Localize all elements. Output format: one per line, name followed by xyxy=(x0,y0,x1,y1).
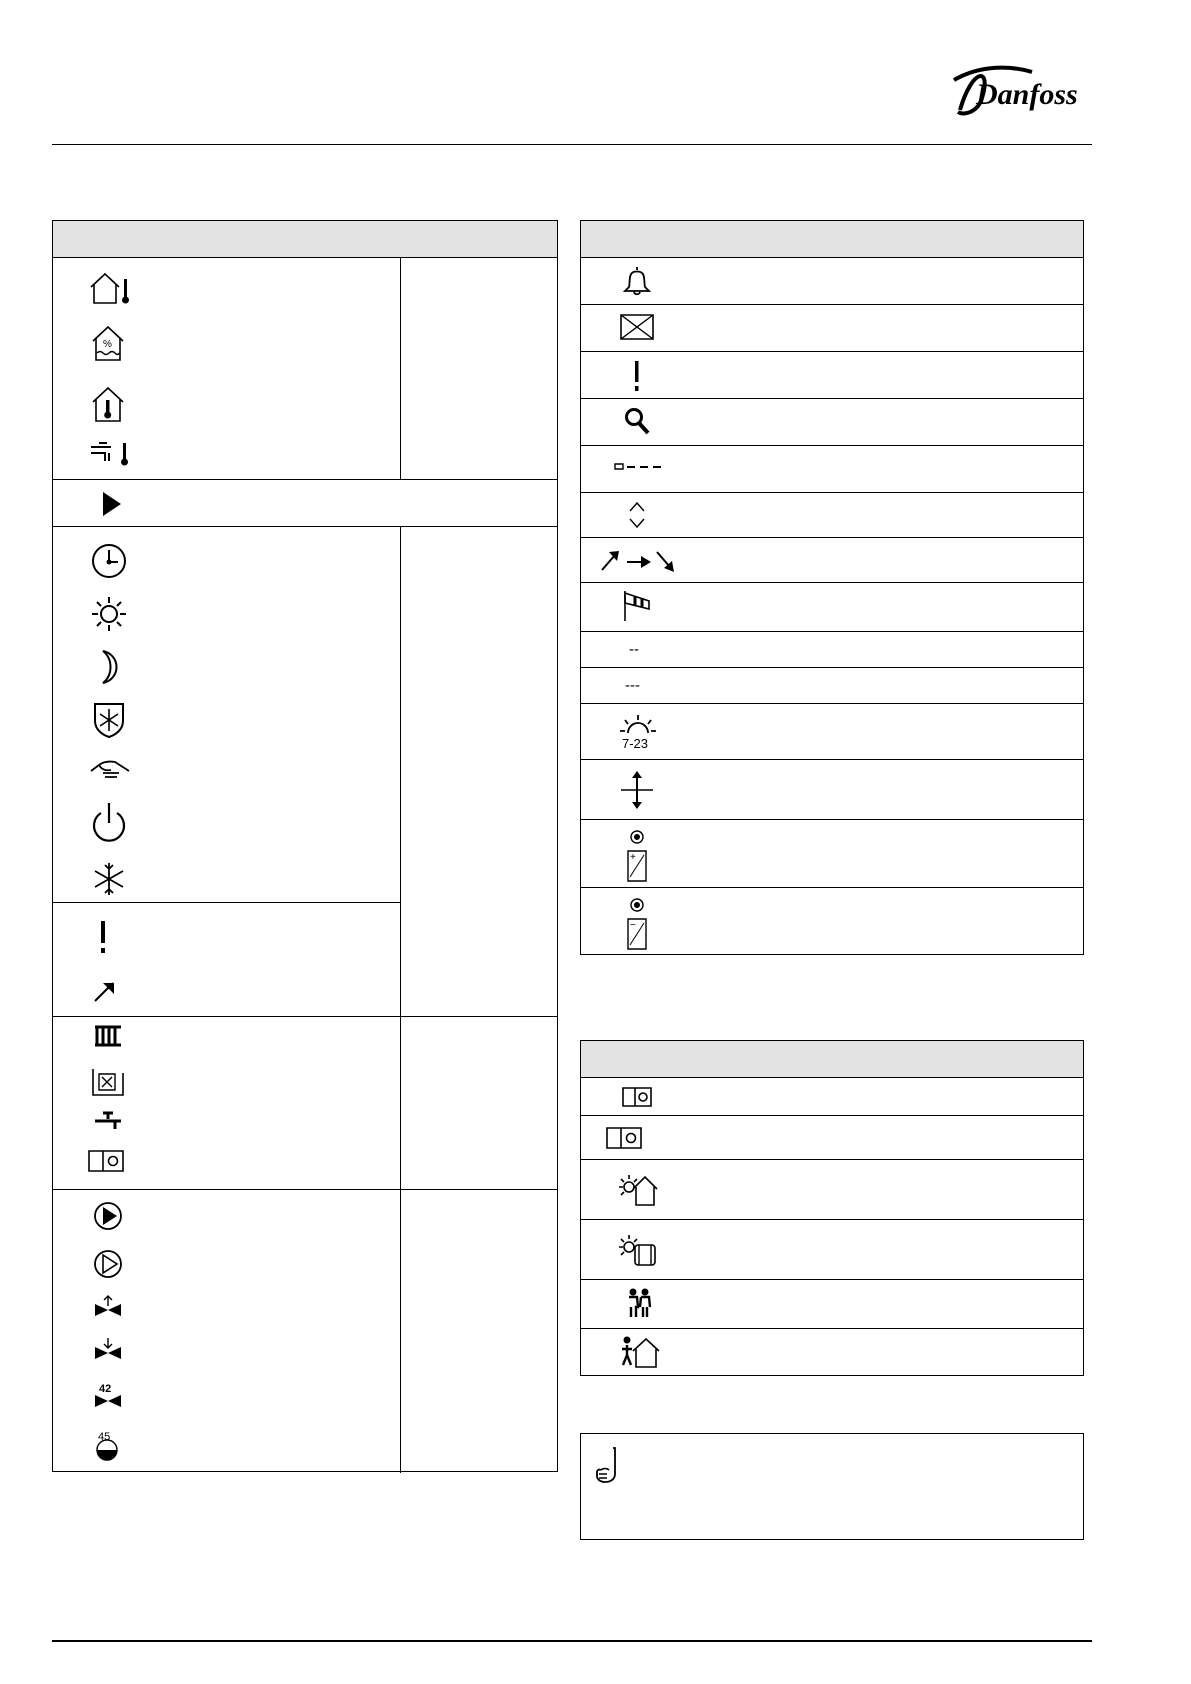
valve-closing-icon xyxy=(93,1337,123,1361)
parallel-displacement-icon xyxy=(619,769,655,811)
header-rule xyxy=(52,144,1092,145)
double-dash-text: -- xyxy=(629,641,639,658)
trend-arrows-icon xyxy=(599,547,677,575)
tap-icon xyxy=(93,1109,123,1131)
note-box xyxy=(580,1433,1084,1540)
moon-saving-icon xyxy=(99,649,123,685)
person-house-icon xyxy=(619,1335,661,1369)
logo-text: Danfoss xyxy=(976,78,1078,111)
footer-rule xyxy=(52,1640,1092,1642)
sun-comfort-icon xyxy=(90,595,128,633)
damper-position-label: 45 xyxy=(98,1431,111,1443)
exclamation-icon xyxy=(631,359,643,393)
triple-dash-icon xyxy=(623,675,651,695)
tap-thermometer-icon xyxy=(89,439,131,469)
pump-on-icon xyxy=(93,1201,123,1231)
house-thermometer-icon xyxy=(89,271,131,307)
up-down-chevrons-icon xyxy=(628,499,646,531)
alarm-exclamation-icon xyxy=(97,919,109,955)
display-selected-icon xyxy=(621,1086,653,1108)
house-thermometer-inside-icon xyxy=(91,386,127,424)
clock-icon xyxy=(91,543,127,579)
family-icon xyxy=(625,1287,653,1319)
radiator-icon xyxy=(93,1023,123,1049)
left-symbol-table xyxy=(52,220,558,1472)
dashed-line-icon xyxy=(613,461,665,473)
cooling-snowflake-icon xyxy=(91,861,127,897)
house-humidity-icon xyxy=(91,325,127,363)
note-hand-icon xyxy=(595,1446,625,1484)
manual-hand-icon xyxy=(89,753,131,781)
minus-sign: − xyxy=(630,920,636,931)
frost-protection-shield-icon xyxy=(93,701,125,739)
svg-text:%: % xyxy=(103,339,112,350)
display-icon xyxy=(605,1126,643,1150)
plus-sign: + xyxy=(630,852,636,863)
windsock-icon xyxy=(621,589,655,623)
double-dash-icon xyxy=(627,639,647,659)
sun-house-icon xyxy=(617,1171,659,1209)
damper-position-icon xyxy=(93,1429,123,1461)
triple-dash-text: --- xyxy=(625,677,640,694)
sun-tank-icon xyxy=(617,1231,659,1269)
table-header xyxy=(581,1041,1083,1078)
display-icon xyxy=(87,1149,125,1173)
danfoss-logo xyxy=(952,58,1096,124)
pump-off-icon xyxy=(93,1249,123,1279)
sun-period-label: 7-23 xyxy=(622,736,649,751)
table-header xyxy=(581,221,1083,258)
valve-opening-icon xyxy=(93,1294,123,1318)
valve-position-icon xyxy=(93,1381,123,1409)
table-header xyxy=(53,221,557,258)
right-symbol-table-1 xyxy=(580,220,1084,955)
trend-arrow-icon xyxy=(93,979,117,1003)
bell-icon xyxy=(621,265,653,297)
valve-position-label: 42 xyxy=(99,1383,112,1395)
floor-heating-icon xyxy=(91,1067,125,1097)
decrease-button-icon xyxy=(625,897,649,951)
standby-power-icon xyxy=(89,801,129,845)
magnifier-icon xyxy=(623,406,651,436)
increase-button-icon xyxy=(625,829,649,883)
right-symbol-table-2 xyxy=(580,1040,1084,1376)
sun-period-icon xyxy=(617,711,659,753)
play-icon xyxy=(101,491,123,517)
envelope-icon xyxy=(619,313,655,341)
